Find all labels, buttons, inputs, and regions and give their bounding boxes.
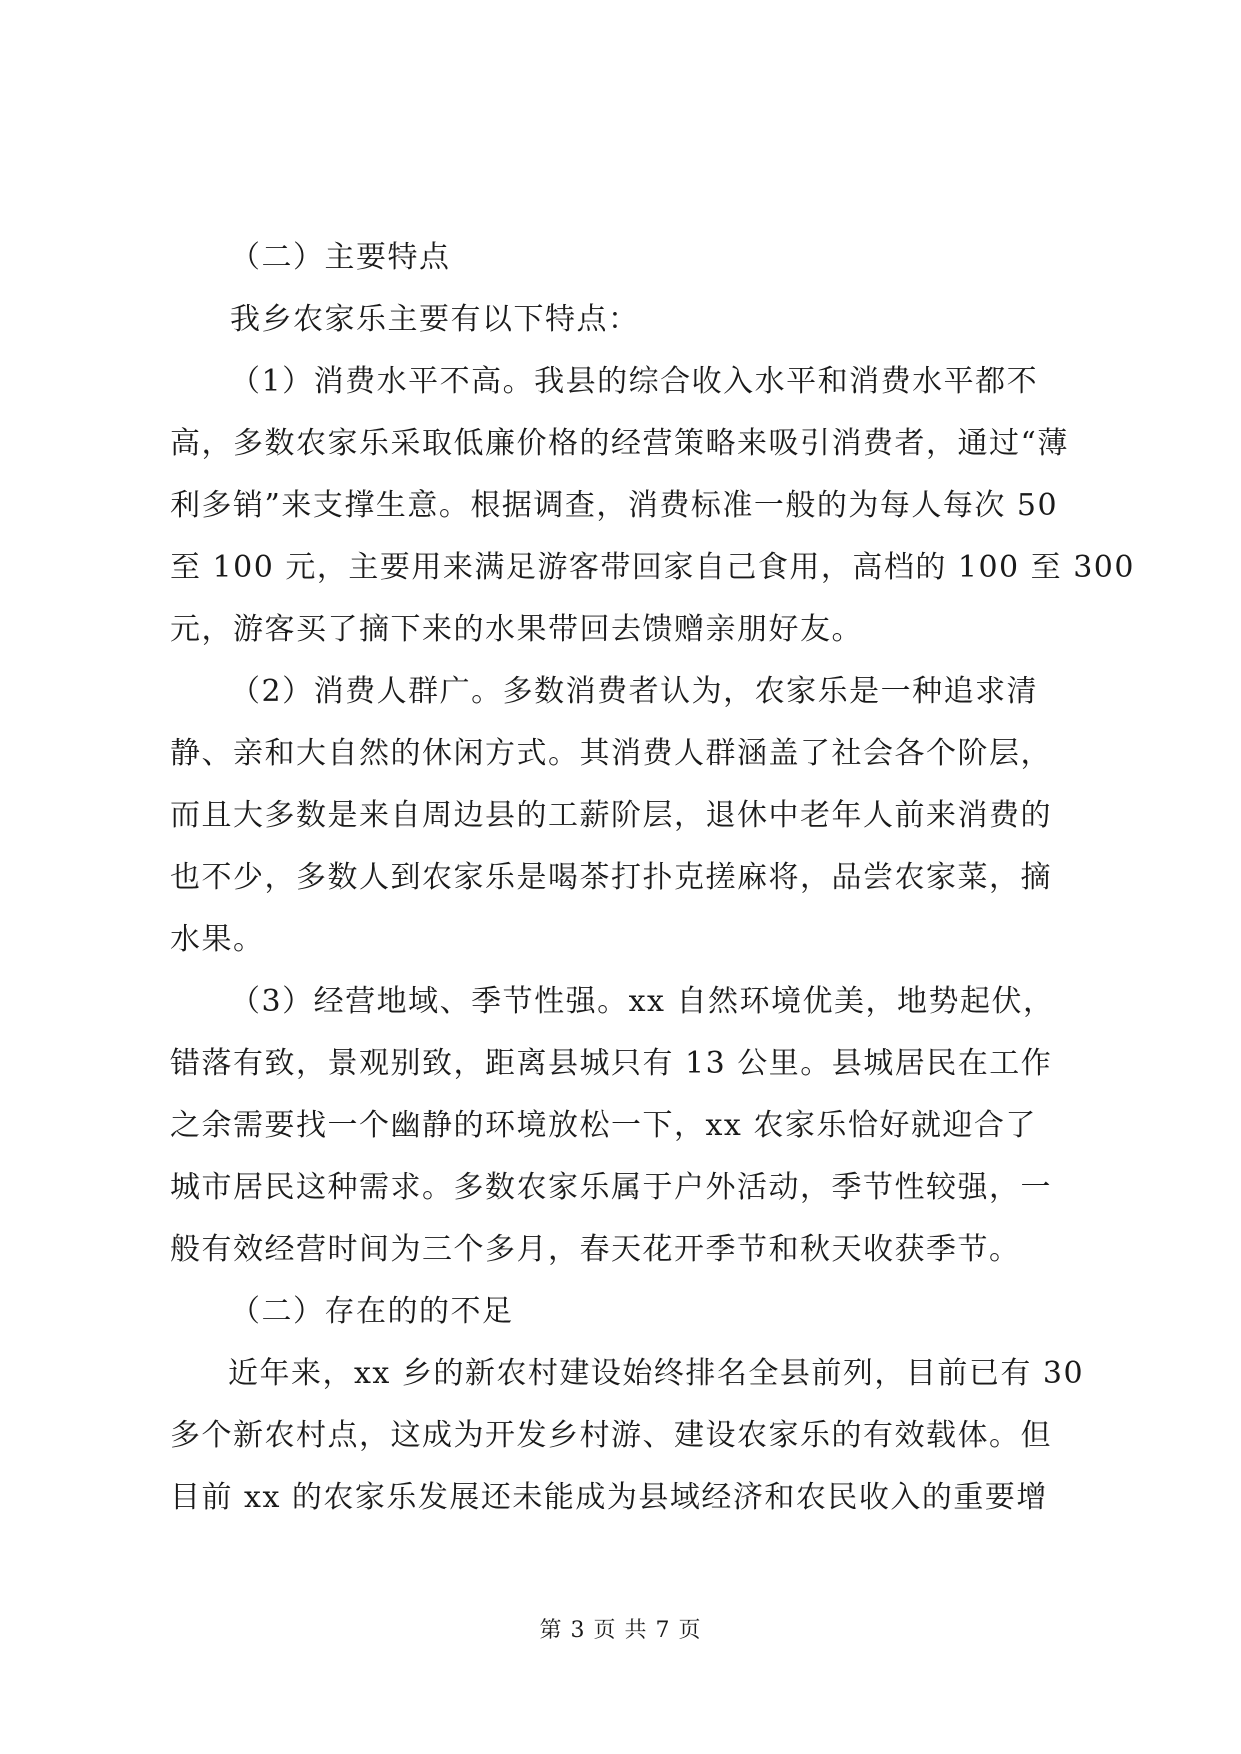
paragraph-line: 也不少，多数人到农家乐是喝茶打扑克搓麻将，品尝农家菜，摘 xyxy=(170,860,1052,895)
paragraph-line: 元，游客买了摘下来的水果带回去馈赠亲朋好友。 xyxy=(170,612,863,647)
paragraph-line: 多个新农村点，这成为开发乡村游、建设农家乐的有效载体。但 xyxy=(170,1418,1052,1453)
paragraph-line: 目前 xx 的农家乐发展还未能成为县域经济和农民收入的重要增 xyxy=(170,1480,1048,1515)
section-heading-shortcomings: （二）存在的的不足 xyxy=(230,1294,514,1329)
paragraph-line: 利多销”来支撑生意。根据调查，消费标准一般的为每人每次 50 xyxy=(170,488,1059,523)
paragraph-line: 我乡农家乐主要有以下特点： xyxy=(230,302,640,337)
paragraph-line: 般有效经营时间为三个多月，春天花开季节和秋天收获季节。 xyxy=(170,1232,1021,1267)
paragraph-line: 而且大多数是来自周边县的工薪阶层，退休中老年人前来消费的 xyxy=(170,798,1052,833)
paragraph-line: （3）经营地域、季节性强。xx 自然环境优美，地势起伏， xyxy=(230,984,1055,1019)
page-footer xyxy=(0,1613,1241,1644)
paragraph-line: 至 100 元，主要用来满足游客带回家自己食用，高档的 100 至 300 xyxy=(170,550,1135,585)
paragraph-line: （1）消费水平不高。我县的综合收入水平和消费水平都不 xyxy=(230,364,1039,399)
paragraph-line: 水果。 xyxy=(170,922,265,957)
paragraph-line: （2）消费人群广。多数消费者认为，农家乐是一种追求清 xyxy=(230,674,1039,709)
paragraph-line: 高，多数农家乐采取低廉价格的经营策略来吸引消费者，通过“薄 xyxy=(170,426,1069,461)
paragraph-line: 城市居民这种需求。多数农家乐属于户外活动，季节性较强，一 xyxy=(170,1170,1052,1205)
document-body xyxy=(170,227,1135,1529)
page-number: 第 3 页 共 7 页 xyxy=(539,1618,702,1643)
paragraph-line: 错落有致，景观别致，距离县城只有 13 公里。县城居民在工作 xyxy=(170,1046,1053,1081)
section-heading-features: （二）主要特点 xyxy=(230,240,451,275)
paragraph-line: 静、亲和大自然的休闲方式。其消费人群涵盖了社会各个阶层， xyxy=(170,736,1052,771)
paragraph-line: 近年来，xx 乡的新农村建设始终排名全县前列，目前已有 30 xyxy=(228,1356,1085,1391)
paragraph-line: 之余需要找一个幽静的环境放松一下，xx 农家乐恰好就迎合了 xyxy=(170,1108,1037,1143)
